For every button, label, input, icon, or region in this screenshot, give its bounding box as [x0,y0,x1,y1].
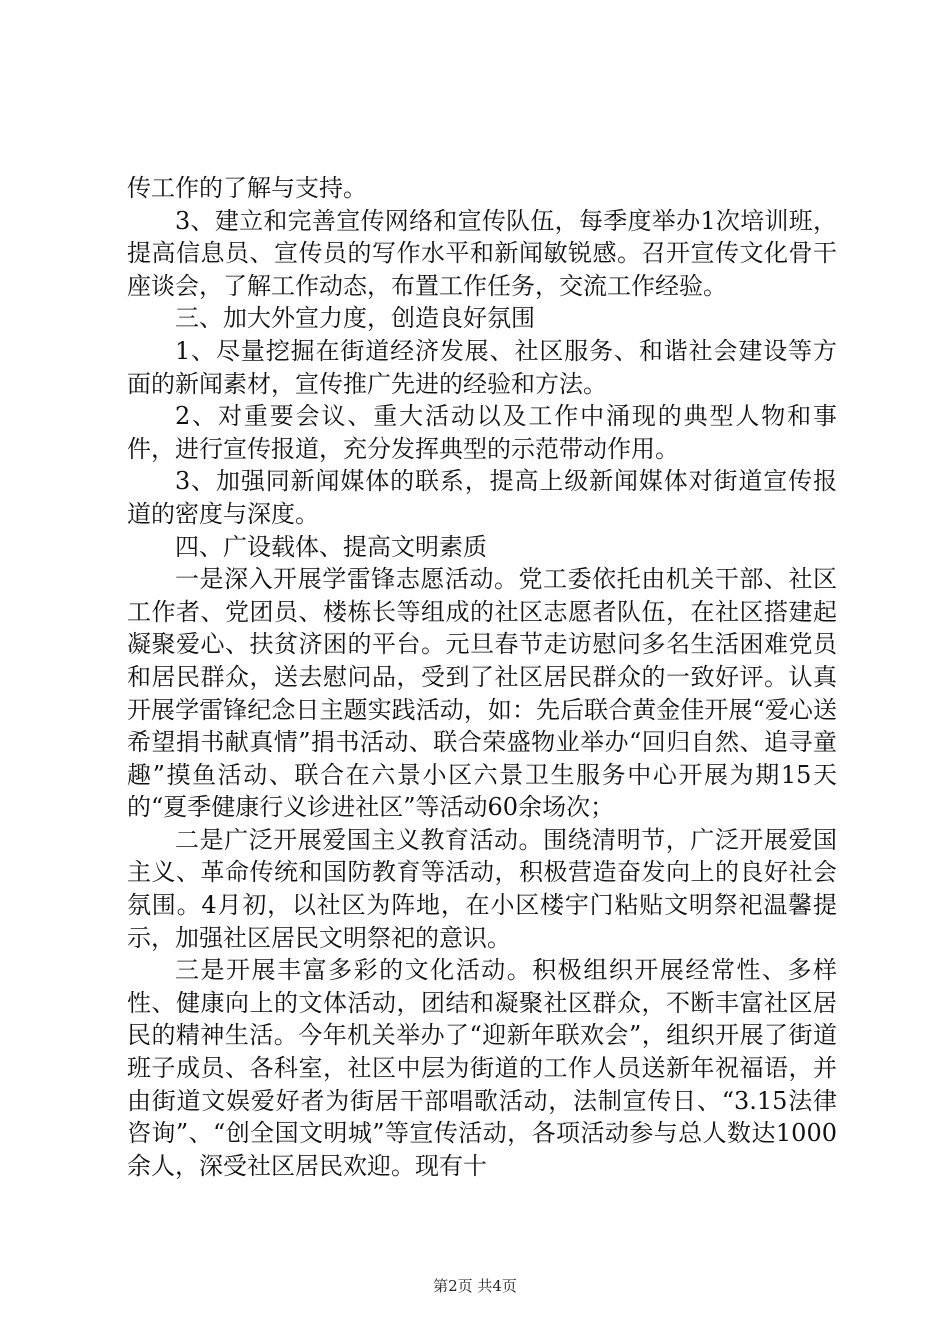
page-number: 第2页 共4页 [433,1277,517,1295]
paragraph: 三是开展丰富多彩的文化活动。积极组织开展经常性、多样性、健康向上的文体活动，团结和凝聚社区群众，不断丰富社区居民的精神生活。今年机关举办了“迎新年联欢会”，组织开展了街道班子成员、各科室，社区中层为街道的工作人员送新年祝福语，并由街道文娱爱好者为街居干部唱歌活动，法制宣传日、“3.15法律咨询”、“创全国文明城”等宣传活动，各项活动参与总人数达1000余人，深受社区居民欢迎。现有十 [127,956,837,1180]
paragraph: 3、加强同新闻媒体的联系，提高上级新闻媒体对街道宣传报道的密度与深度。 [127,467,837,528]
paragraph: 传工作的了解与支持。 [127,174,367,202]
page-footer [0,1275,950,1296]
paragraph: 2、对重要会议、重大活动以及工作中涌现的典型人物和事件，进行宣传报道，充分发挥典型的示范带动作用。 [127,402,837,463]
paragraph: 一是深入开展学雷锋志愿活动。党工委依托由机关干部、社区工作者、党团员、楼栋长等组成的社区志愿者队伍，在社区搭建起凝聚爱心、扶贫济困的平台。元旦春节走访慰问多名生活困难党员和居民群众，送去慰问品，受到了社区居民群众的一致好评。认真开展学雷锋纪念日主题实践活动，如：先后联合黄金佳开展“爱心送希望捐书献真情”捐书活动、联合荣盛物业举办“回归自然、追寻童趣”摸鱼活动、联合在六景小区六景卫生服务中心开展为期15天的“夏季健康行义诊进社区”等活动60余场次； [127,565,837,822]
document-body [127,172,837,1182]
section-heading: 三、加大外宣力度，创造良好氛围 [175,304,535,333]
paragraph: 1、尽量挖掘在街道经济发展、社区服务、和谐社会建设等方面的新闻素材，宣传推广先进的经验和方法。 [127,336,837,398]
section-heading: 四、广设载体、提高文明素质 [175,532,487,561]
paragraph: 3、建立和完善宣传网络和宣传队伍，每季度举办1次培训班，提高信息员、宣传员的写作水平和新闻敏锐感。召开宣传文化骨干座谈会，了解工作动态，布置工作任务，交流工作经验。 [127,206,837,300]
paragraph: 二是广泛开展爱国主义教育活动。围绕清明节，广泛开展爱国主义、革命传统和国防教育等活动，积极营造奋发向上的良好社会氛围。4月初，以社区为阵地，在小区楼宇门粘贴文明祭祀温馨提示，加强社区居民文明祭祀的意识。 [127,825,837,952]
